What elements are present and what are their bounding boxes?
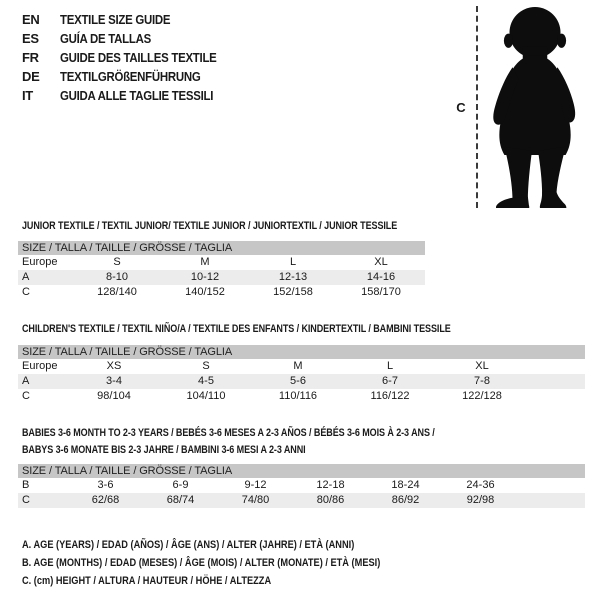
size-cell: 98/104	[97, 390, 131, 402]
size-cell: M	[293, 360, 303, 372]
size-cell: 10-12	[190, 271, 220, 283]
table-row	[18, 255, 425, 270]
size-cell: S	[202, 360, 210, 372]
size-header-bar: SIZE / TALLA / TAILLE / GRÖSSE / TAGLIA	[18, 241, 425, 255]
size-cell: 4-5	[198, 375, 214, 387]
size-cell: 128/140	[97, 286, 137, 298]
size-cell: 122/128	[462, 390, 502, 402]
language-code: IT	[22, 88, 33, 103]
language-row-de	[22, 67, 238, 86]
size-cell: 104/110	[186, 390, 226, 402]
height-marker-label: C	[456, 100, 466, 115]
row-label: A	[22, 375, 30, 387]
size-cell: 3-4	[106, 375, 122, 387]
size-cell: 86/92	[391, 494, 420, 506]
size-cell: 7-8	[474, 375, 490, 387]
language-row-fr	[22, 48, 238, 67]
size-cell: 116/122	[370, 390, 410, 402]
language-row-en	[22, 10, 238, 29]
table-body	[18, 478, 585, 508]
junior-size-table	[18, 241, 425, 300]
table-row	[18, 389, 585, 404]
size-cell: 62/68	[91, 494, 120, 506]
size-cell: 158/170	[361, 286, 401, 298]
row-label: A	[22, 271, 30, 283]
row-label: Europe	[22, 256, 58, 268]
table-row	[18, 270, 425, 285]
language-label: TEXTILE SIZE GUIDE	[60, 12, 171, 27]
size-cell: 8-10	[105, 271, 129, 283]
size-header-bar: SIZE / TALLA / TAILLE / GRÖSSE / TAGLIA	[18, 345, 585, 359]
baby-silhouette-icon	[484, 4, 586, 208]
language-code: FR	[22, 50, 39, 65]
language-label: GUIDE DES TAILLES TEXTILE	[60, 50, 217, 65]
language-label: TEXTILGRÖßENFÜHRUNG	[60, 69, 201, 84]
language-row-it	[22, 86, 238, 105]
size-cell: 12-13	[278, 271, 308, 283]
size-cell: 24-36	[466, 479, 495, 491]
size-cell: 12-18	[316, 479, 345, 491]
size-cell: L	[386, 360, 394, 372]
language-guide	[22, 10, 238, 105]
junior-section-title	[22, 218, 397, 235]
table-row	[18, 359, 585, 374]
children-section-title	[22, 321, 451, 338]
section-title-line: BABIES 3-6 MONTH TO 2-3 YEARS / BEBÉS 3-6 MESES A 2-3 AÑOS / BÉBÉS 3-6 MOIS À 2-3 ANS /	[22, 427, 435, 439]
legend-line-b: B. AGE (MONTHS) / EDAD (MESES) / ÂGE (MOIS) / ALTER (MONATE) / ETÀ (MESI)	[22, 557, 381, 569]
legend-line-c: C. (cm) HEIGHT / ALTURA / HAUTEUR / HÖHE / ALTEZZA	[22, 575, 272, 587]
table-row	[18, 493, 585, 508]
size-cell: 5-6	[290, 375, 306, 387]
table-row	[18, 374, 585, 389]
size-cell: 152/158	[273, 286, 313, 298]
size-cell: S	[113, 256, 121, 268]
size-cell: 68/74	[166, 494, 195, 506]
size-header-bar: SIZE / TALLA / TAILLE / GRÖSSE / TAGLIA	[18, 464, 585, 478]
legend	[22, 536, 449, 590]
table-body	[18, 359, 585, 404]
section-title-line: CHILDREN'S TEXTILE / TEXTIL NIÑO/A / TEXTILE DES ENFANTS / KINDERTEXTIL / BAMBINI TESSILE	[22, 323, 451, 335]
language-code: ES	[22, 31, 39, 46]
legend-line-a: A. AGE (YEARS) / EDAD (AÑOS) / ÂGE (ANS) / ALTER (JAHRE) / ETÀ (ANNI)	[22, 539, 355, 551]
section-title-line: JUNIOR TEXTILE / TEXTIL JUNIOR/ TEXTILE JUNIOR / JUNIORTEXTIL / JUNIOR TESSILE	[22, 220, 398, 232]
height-figure	[450, 4, 596, 212]
language-row-es	[22, 29, 238, 48]
table-row	[18, 285, 425, 300]
size-cell: 80/86	[316, 494, 345, 506]
babies-size-table	[18, 464, 585, 508]
size-cell: XS	[106, 360, 122, 372]
size-cell: 110/116	[278, 390, 318, 402]
size-cell: 6-7	[382, 375, 398, 387]
language-code: DE	[22, 69, 40, 84]
babies-section-title	[22, 425, 435, 459]
size-cell: 140/152	[185, 286, 225, 298]
section-title-line: BABYS 3-6 MONATE BIS 2-3 JAHRE / BAMBINI 3-6 MESI A 2-3 ANNI	[22, 444, 306, 456]
row-label: C	[22, 494, 30, 506]
size-cell: 6-9	[172, 479, 189, 491]
table-body	[18, 255, 425, 300]
language-code: EN	[22, 12, 40, 27]
size-cell: XL	[374, 256, 388, 268]
children-size-table	[18, 345, 585, 404]
language-label: GUÍA DE TALLAS	[60, 31, 151, 46]
size-cell: 74/80	[241, 494, 270, 506]
size-cell: 92/98	[466, 494, 495, 506]
size-cell: 3-6	[97, 479, 114, 491]
size-cell: 18-24	[391, 479, 420, 491]
size-cell: 9-12	[244, 479, 267, 491]
row-label: B	[22, 479, 30, 491]
size-cell: L	[289, 256, 297, 268]
size-cell: 14-16	[366, 271, 396, 283]
row-label: C	[22, 390, 30, 402]
language-label: GUIDA ALLE TAGLIE TESSILI	[60, 88, 214, 103]
table-row	[18, 478, 585, 493]
row-label: C	[22, 286, 30, 298]
size-cell: XL	[475, 360, 489, 372]
height-dashed-line	[476, 6, 478, 208]
row-label: Europe	[22, 360, 58, 372]
size-cell: M	[200, 256, 210, 268]
